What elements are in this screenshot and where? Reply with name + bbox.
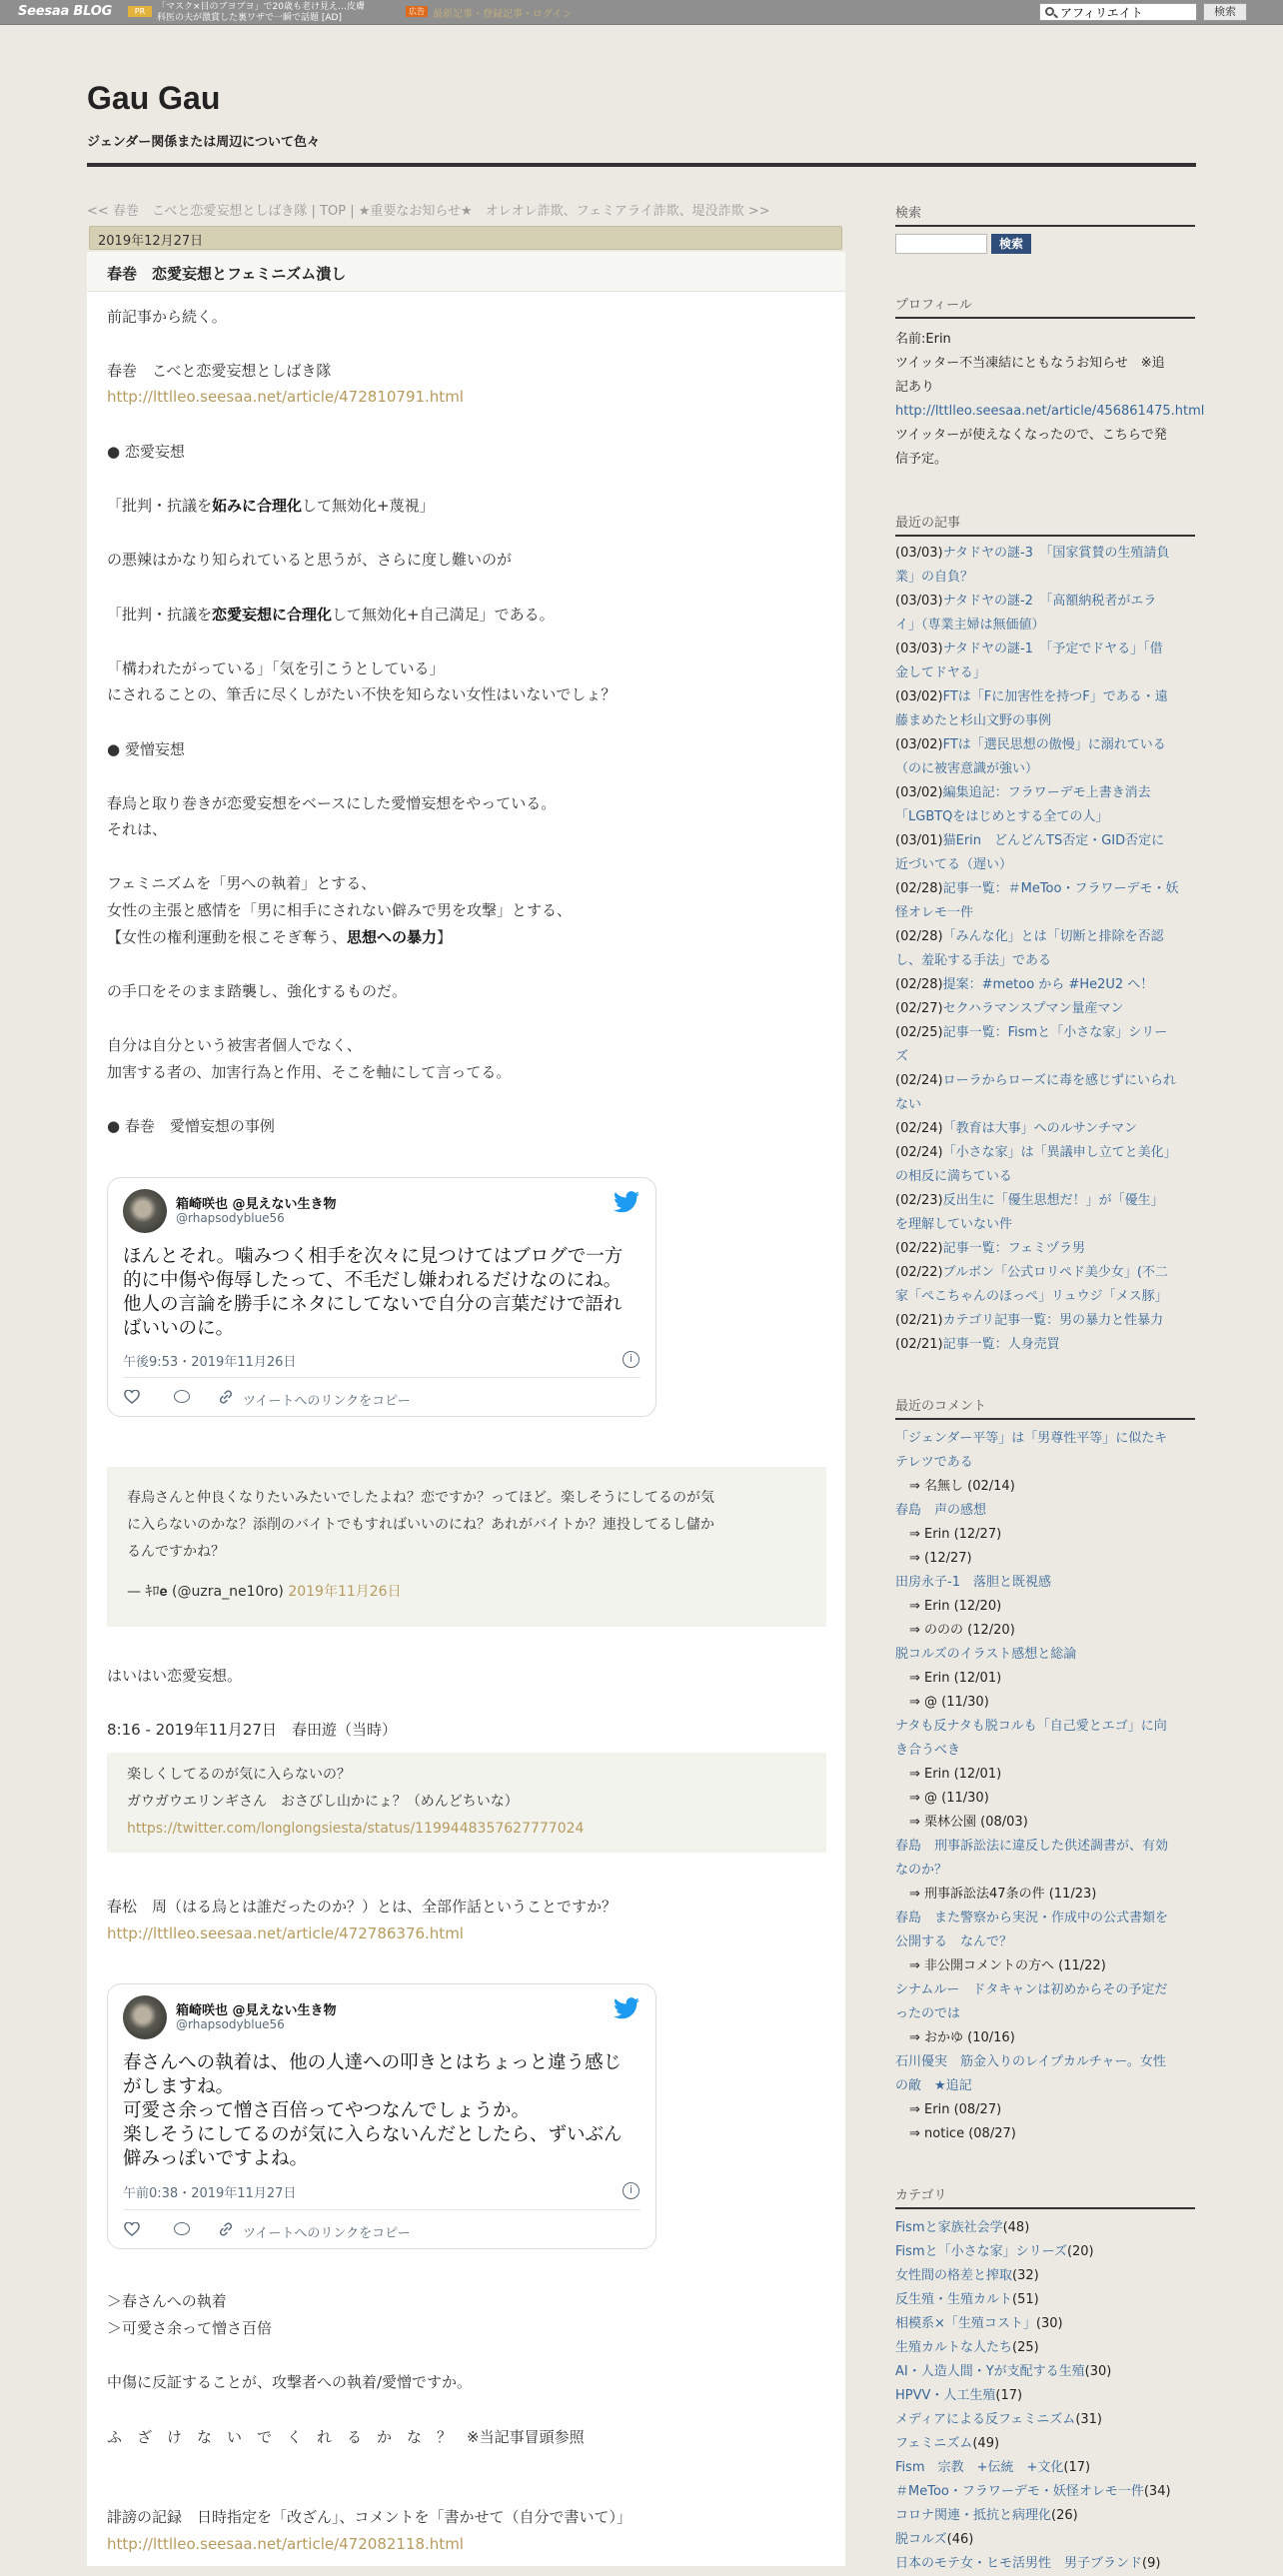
- recent-post-item[interactable]: [895, 1237, 1195, 1261]
- article-link[interactable]: http://lttlleo.seesaa.net/article/472786376.html: [107, 1925, 464, 1942]
- tweet-line: 的に中傷や侮辱したって、不毛だし嫌われるだけなのにね。: [123, 1270, 623, 1291]
- profile-name: 名前:Erin: [895, 332, 951, 347]
- category-link[interactable]: 反生殖・生殖カルト: [895, 2292, 1013, 2307]
- category-item[interactable]: [895, 2456, 1195, 2480]
- comment-author[interactable]: ⇒ Erin (12/27): [909, 1527, 1002, 1542]
- recent-post-date: (02/24): [895, 1073, 943, 1088]
- text: して無効化+自己満足」である。: [332, 606, 555, 624]
- recent-post-item[interactable]: [895, 925, 1195, 973]
- category-item[interactable]: [895, 2408, 1195, 2432]
- comment-item: [895, 1427, 1195, 1499]
- bold-text: 恋愛妄想に合理化: [212, 606, 333, 624]
- category-count: (49): [972, 2436, 1000, 2451]
- recent-post-link[interactable]: 業」の自負？: [895, 570, 974, 585]
- recent-post-item[interactable]: [895, 1021, 1195, 1069]
- comment-author[interactable]: ⇒ おかゆ (10/16): [909, 2030, 1015, 2045]
- category-item[interactable]: [895, 2288, 1195, 2312]
- recent-post-date: (03/01): [895, 833, 943, 848]
- sidebar-search-heading: 検索: [895, 202, 1195, 227]
- comment-author[interactable]: ⇒ Erin (12/01): [909, 1671, 1002, 1686]
- category-count: (30): [1084, 2364, 1112, 2379]
- comment-item: [895, 1907, 1195, 1978]
- category-link[interactable]: 日本のモテ女・ヒモ活男性 男子ブランド: [895, 2556, 1143, 2571]
- section-heading: ● 愛憎妄想: [107, 740, 185, 758]
- search-input[interactable]: [1039, 3, 1197, 21]
- embedded-tweet[interactable]: [107, 1177, 656, 1417]
- recent-post-link[interactable]: 記事一覧：フェミヅラ男: [942, 1241, 1085, 1256]
- paragraph: [107, 388, 464, 407]
- comment-item: [895, 1619, 1195, 1643]
- recent-post-date: (02/22): [895, 1241, 943, 1256]
- paragraph: 中傷に反証することが、攻撃者への執着/愛憎ですか。: [107, 2373, 473, 2391]
- prev-post-link[interactable]: << 春巻 こべと恋愛妄想としばき隊: [87, 204, 308, 219]
- info-icon[interactable]: i: [623, 1351, 640, 1368]
- recent-post-item[interactable]: [895, 1069, 1195, 1117]
- quote-line: 春烏さんと仲良くなりたいみたいでしたよね？恋ですか？ってほど。楽しそうにしてるのが気: [127, 1490, 714, 1506]
- comment-author[interactable]: ⇒ @ (11/30): [909, 1791, 989, 1806]
- category-link[interactable]: コロナ関連・抵抗と病理化: [895, 2508, 1052, 2523]
- recent-post-item[interactable]: [895, 1189, 1195, 1237]
- category-count: (51): [1012, 2292, 1039, 2307]
- bold-text: 妬みに合理化: [212, 497, 303, 515]
- recent-post-date: (02/23): [895, 1193, 943, 1208]
- recent-post-link[interactable]: 「LGBTQをはじめとする全ての人」: [895, 809, 1109, 824]
- category-count: (25): [1012, 2340, 1039, 2355]
- profile-text: ツイッターが使えなくなったので、こちらで発: [895, 428, 1167, 443]
- topbar-links[interactable]: 最新記事・登録記事・ログイン: [433, 9, 573, 20]
- profile-text: 記あり: [895, 380, 935, 395]
- recent-post-link[interactable]: 提案：#metoo から #He2U2 へ！: [942, 977, 1154, 992]
- recent-post-link[interactable]: 「みんな化」とは「切断と排除を否認: [942, 929, 1164, 944]
- comment-item: [895, 1571, 1195, 1619]
- recent-post-item[interactable]: [895, 1141, 1195, 1189]
- category-item[interactable]: [895, 2528, 1195, 2552]
- category-link[interactable]: フェミニズム: [895, 2436, 973, 2451]
- category-item[interactable]: [895, 2360, 1195, 2384]
- paragraph: ＞可愛さ余って憎さ百倍: [107, 2319, 273, 2337]
- recent-post-date: (02/28): [895, 881, 943, 896]
- recent-post-date: (03/02): [895, 785, 943, 800]
- category-count: (20): [1066, 2244, 1094, 2259]
- category-item[interactable]: [895, 2216, 1195, 2240]
- text: 】: [437, 928, 453, 946]
- section-heading: ● 恋愛妄想: [107, 443, 185, 461]
- paragraph: 「構われたがっている」「気を引こうとしている」: [107, 659, 445, 677]
- recent-post-link[interactable]: FTは「Fに加害性を持つF」である・遠: [942, 689, 1168, 704]
- recent-post-link[interactable]: 記事一覧：Fismと「小さな家」シリー: [942, 1025, 1168, 1040]
- recent-post-link[interactable]: イ」（専業主婦は無価値）: [895, 618, 1045, 633]
- recent-post-item[interactable]: [895, 1117, 1195, 1141]
- recent-post-link[interactable]: 金してドヤる」: [895, 665, 986, 680]
- info-icon[interactable]: i: [623, 2182, 640, 2199]
- paragraph: の悪辣はかなり知られていると思うが、さらに度し難いのが: [107, 551, 513, 569]
- recent-post-date: (02/21): [895, 1313, 943, 1328]
- recent-comments-list: [895, 1427, 1195, 2146]
- paragraph: ＞春さんへの執着: [107, 2292, 227, 2310]
- recent-post-item[interactable]: [895, 542, 1195, 590]
- attribution-date-link[interactable]: 2019年11月26日: [288, 1584, 402, 1600]
- tweet-text: [123, 2051, 647, 2171]
- comment-item: [895, 1643, 1195, 1691]
- comment-item: [895, 2122, 1195, 2146]
- recent-post-item[interactable]: [895, 1309, 1195, 1333]
- category-item[interactable]: [895, 2480, 1195, 2504]
- comment-item: [895, 1499, 1195, 1547]
- search-button[interactable]: 検索: [1203, 3, 1247, 21]
- recent-post-link[interactable]: ない: [895, 1097, 922, 1112]
- copy-link-button[interactable]: ツイートへのリンクをコピー: [243, 2226, 411, 2241]
- post-date: 2019年12月27日: [89, 226, 842, 250]
- recent-post-link[interactable]: FTは「選民思想の傲慢」に溺れている: [942, 737, 1166, 752]
- paragraph: それは、: [107, 820, 168, 838]
- recent-post-date: (02/21): [895, 1337, 943, 1352]
- category-item[interactable]: [895, 2336, 1195, 2360]
- tweet-line: 他人の言論を勝手にネタにしてないで自分の言葉だけで語れ: [123, 1294, 623, 1315]
- paragraph: [107, 2535, 464, 2554]
- comment-item: [895, 1978, 1195, 2050]
- quote-line: ガウガウエリンギさん おさびし山かにょ？（めんどちいな）: [127, 1794, 519, 1810]
- link-icon[interactable]: [218, 2221, 234, 2237]
- profile-text: [895, 400, 1204, 424]
- profile-heading: プロフィール: [895, 294, 1195, 319]
- paragraph: はいはい恋愛妄想。: [107, 1667, 243, 1685]
- ad-text-line-2[interactable]: 科医の夫が激賞した裏ワザで一瞬で話題 [AD]: [157, 13, 342, 23]
- copy-link-button[interactable]: ツイートへのリンクをコピー: [243, 1394, 411, 1409]
- recent-post-date: (03/03): [895, 546, 943, 561]
- recent-post-item[interactable]: [895, 973, 1195, 997]
- recent-post-date: (02/27): [895, 1001, 943, 1016]
- comment-post-link[interactable]: 田房永子-1 落胆と既視感: [895, 1575, 1051, 1590]
- comment-author[interactable]: ⇒ 栗林公園 (08/03): [909, 1815, 1028, 1830]
- comment-post-link[interactable]: 脱コルズのイラスト感想と総論: [895, 1647, 1077, 1662]
- comment-author[interactable]: ⇒ Erin (12/01): [909, 1767, 1002, 1782]
- recent-post-link[interactable]: ブルボン「公式ロリペド美少女」(不二: [942, 1265, 1168, 1280]
- quote-line: 楽しくしてるのが気に入らないの？: [127, 1767, 351, 1783]
- category-item[interactable]: [895, 2240, 1195, 2264]
- comment-item: [895, 1835, 1195, 1907]
- recent-post-link[interactable]: を理解していない件: [895, 1217, 1013, 1232]
- category-link[interactable]: 脱コルズ: [895, 2532, 947, 2547]
- avatar[interactable]: [123, 1189, 167, 1233]
- seesaa-logo[interactable]: Seesaa BLOG: [18, 4, 113, 19]
- recent-post-date: (03/02): [895, 737, 943, 752]
- paragraph: 前記事から続く。: [107, 308, 227, 326]
- category-link[interactable]: Fismと「小さな家」シリーズ: [895, 2244, 1067, 2259]
- recent-post-item[interactable]: [895, 1261, 1195, 1309]
- comment-item: [895, 1787, 1195, 1811]
- profile-link[interactable]: http://lttlleo.seesaa.net/article/456861475.html: [895, 404, 1205, 419]
- recent-post-date: (02/22): [895, 1265, 943, 1280]
- recent-post-link[interactable]: カテゴリ記事一覧：男の暴力と性暴力: [942, 1313, 1164, 1328]
- sidebar-search-input[interactable]: [895, 234, 987, 254]
- paragraph: フェミニズムを「男への執着」とする、: [107, 874, 377, 892]
- recent-post-link[interactable]: 「教育は大事」へのルサンチマン: [942, 1121, 1137, 1136]
- category-link[interactable]: Fism 宗教 +伝統 +文化: [895, 2460, 1064, 2475]
- category-count: (17): [1063, 2460, 1091, 2475]
- tweet-author-name[interactable]: 箱崎咲也 @見えない生き物: [176, 2003, 337, 2018]
- reply-icon[interactable]: [174, 2222, 190, 2235]
- category-item[interactable]: [895, 2504, 1195, 2528]
- tweet-line: ほんとそれ。噛みつく相手を次々に見つけてはブログで一方: [123, 1246, 624, 1267]
- blog-description: ジェンダー関係または周辺について色々: [87, 135, 320, 150]
- recent-post-link[interactable]: ナタドヤの謎-2 「高額納税者がエラ: [942, 594, 1157, 609]
- recent-post-item[interactable]: [895, 781, 1195, 829]
- category-count: (31): [1075, 2412, 1102, 2427]
- category-item[interactable]: [895, 2312, 1195, 2336]
- recent-post-date: (02/28): [895, 977, 943, 992]
- category-link[interactable]: HPVV・人工生殖: [895, 2388, 996, 2403]
- category-item[interactable]: [895, 2552, 1195, 2576]
- recent-post-link[interactable]: 記事一覧：人身売買: [942, 1337, 1060, 1352]
- comment-author[interactable]: ⇒ 刑事訴訟法47条の件 (11/23): [909, 1887, 1097, 1902]
- category-link[interactable]: メディアによる反フェミニズム: [895, 2412, 1076, 2427]
- recent-post-link[interactable]: 反出生に「優生思想だ！」が「優生」: [942, 1193, 1164, 1208]
- recent-posts-list: [895, 542, 1195, 1357]
- ad-badge-2: 広告: [406, 6, 428, 17]
- tweet-timestamp[interactable]: 午前0:38・2019年11月27日: [123, 2186, 297, 2201]
- paragraph: [107, 606, 555, 625]
- twitter-bird-icon[interactable]: [614, 1997, 640, 2019]
- recent-post-link[interactable]: （のに被害意識が強い）: [895, 761, 1039, 776]
- ad-text[interactable]: [157, 2, 397, 24]
- section-heading: ● 春巻 愛憎妄想の事例: [107, 1117, 275, 1135]
- comment-post-link[interactable]: の敵 ★追記: [895, 2078, 972, 2093]
- recent-post-link[interactable]: 近づいてる（遅い）: [895, 857, 1013, 872]
- text: 【女性の権利運動を根こそぎ奪う、: [107, 928, 348, 946]
- recent-post-date: (03/03): [895, 594, 943, 609]
- comment-item: [895, 1715, 1195, 1787]
- comment-item: [895, 1811, 1195, 1835]
- recent-post-item[interactable]: [895, 733, 1195, 781]
- category-link[interactable]: 女性間の格差と搾取: [895, 2268, 1013, 2283]
- paragraph: [107, 497, 435, 516]
- profile-text: 信予定。: [895, 452, 948, 467]
- like-heart-icon[interactable]: [124, 2222, 140, 2236]
- recent-post-link[interactable]: 猫Erin どんどんTS否定・GID否定に: [942, 833, 1165, 848]
- tweet-line: がしますね。: [123, 2076, 235, 2097]
- article-link[interactable]: http://lttlleo.seesaa.net/article/472082118.html: [107, 2535, 464, 2553]
- category-count: (32): [1012, 2268, 1039, 2283]
- comment-author[interactable]: ⇒ ののの (12/20): [909, 1623, 1015, 1638]
- tweet-timestamp[interactable]: 午後9:53・2019年11月26日: [123, 1355, 297, 1370]
- quote-line: るんですかね？: [127, 1544, 225, 1560]
- recent-post-date: (02/25): [895, 1025, 943, 1040]
- category-link[interactable]: Fismと家族社会学: [895, 2220, 1003, 2235]
- category-item[interactable]: [895, 2384, 1195, 2408]
- comment-post-link[interactable]: 公開する なんで？: [895, 1934, 1013, 1949]
- comment-post-link[interactable]: 「ジェンダー平等」は「男尊性平等」に似たキ: [895, 1431, 1168, 1446]
- tweet-line: 可愛さ余って憎さ百倍ってやつなんでしょうか。: [123, 2100, 531, 2121]
- blockquote: [107, 1753, 826, 1853]
- category-link[interactable]: AI・人造人間・Yが支配する生殖: [895, 2364, 1085, 2379]
- category-count: (30): [1035, 2316, 1063, 2331]
- blog-title[interactable]: Gau Gau: [87, 80, 221, 116]
- recent-post-link[interactable]: セクハラマンスプマン量産マン: [942, 1001, 1124, 1016]
- attribution-author: — ｷﾛ𝐞 (@uzra_ne10ro): [127, 1584, 289, 1600]
- recent-post-link[interactable]: 家「ぺこちゃんのほっぺ」リュウジ「メス豚」: [895, 1289, 1168, 1304]
- reply-icon[interactable]: [174, 1390, 190, 1403]
- nav-separator: |: [307, 204, 321, 219]
- comment-post-link[interactable]: き合うべき: [895, 1743, 961, 1758]
- comment-post-link[interactable]: ナタも反ナタも脱コルも「自己愛とエゴ」に向: [895, 1719, 1167, 1734]
- tweet-link[interactable]: https://twitter.com/longlongsiesta/status/1199448357627777024: [127, 1821, 585, 1837]
- tweet-author-handle[interactable]: @rhapsodyblue56: [176, 2017, 285, 2031]
- article-link[interactable]: http://lttlleo.seesaa.net/article/472810791.html: [107, 388, 464, 406]
- recent-post-link[interactable]: 藤まめたと杉山文野の事例: [895, 713, 1052, 728]
- recent-post-link[interactable]: し、羞恥する手法」である: [895, 953, 1052, 968]
- tweet-line: ばいいのに。: [123, 1318, 235, 1339]
- category-link[interactable]: ＃MeToo・フラワーデモ・妖怪オレモ一件: [895, 2484, 1144, 2499]
- category-link[interactable]: 生殖カルトな人たち: [895, 2340, 1013, 2355]
- paragraph: 8:16 - 2019年11月27日 春田遊（当時）: [107, 1721, 397, 1739]
- comment-author[interactable]: ⇒ 非公開コメントの方へ (11/22): [909, 1958, 1106, 1973]
- comment-author[interactable]: ⇒ Erin (12/20): [909, 1599, 1002, 1614]
- comment-item: [895, 2050, 1195, 2122]
- recent-post-item[interactable]: [895, 829, 1195, 877]
- avatar[interactable]: [123, 1995, 167, 2039]
- tweet-text: [123, 1245, 647, 1341]
- tweet-divider: [123, 1377, 641, 1378]
- paragraph: の手口をそのまま踏襲し、強化するものだ。: [107, 982, 408, 1000]
- recent-post-item[interactable]: [895, 685, 1195, 733]
- comment-post-link[interactable]: 春島 刑事訴訟法に違反した供述調書が、有効: [895, 1839, 1169, 1854]
- post-body: [87, 252, 845, 2566]
- recent-post-item[interactable]: [895, 997, 1195, 1021]
- header-divider: [87, 163, 1196, 167]
- recent-post-date: (02/24): [895, 1145, 943, 1160]
- recent-post-item[interactable]: [895, 1333, 1195, 1357]
- like-heart-icon[interactable]: [124, 1390, 140, 1404]
- recent-post-date: (02/28): [895, 929, 943, 944]
- paragraph: にされることの、筆舌に尽くしがたい不快を知らない女性はいないでしょ？: [107, 685, 617, 703]
- comment-post-link[interactable]: シナムルー ドタキャンは初めからその予定だ: [895, 1982, 1168, 1997]
- recent-post-item[interactable]: [895, 638, 1195, 685]
- comment-author[interactable]: ⇒ notice (08/27): [909, 2126, 1016, 2141]
- paragraph: 加害する者の、加害行為と作用、そこを軸にして言ってる。: [107, 1063, 512, 1081]
- nav-separator: |: [346, 204, 359, 219]
- post-navigation: [87, 200, 770, 219]
- comment-post-link[interactable]: なのか？: [895, 1863, 948, 1878]
- comment-item: [895, 1547, 1195, 1571]
- paragraph: 春烏と取り巻きが恋愛妄想をベースにした愛憎妄想をやっている。: [107, 794, 557, 812]
- paragraph: 女性の主張と感情を「男に相手にされない僻みで男を攻撃」とする、: [107, 901, 573, 919]
- link-icon[interactable]: [218, 1389, 234, 1405]
- tweet-divider: [123, 2209, 641, 2210]
- category-count: (17): [995, 2388, 1023, 2403]
- comment-post-link[interactable]: ったのでは: [895, 2006, 961, 2021]
- comment-post-link[interactable]: テレツである: [895, 1455, 973, 1470]
- category-count: (46): [946, 2532, 974, 2547]
- category-count: (9): [1142, 2556, 1161, 2571]
- recent-post-item[interactable]: [895, 877, 1195, 925]
- recent-post-date: (03/02): [895, 689, 943, 704]
- tweet-author-name[interactable]: 箱崎咲也 @見えない生き物: [176, 1197, 337, 1212]
- recent-post-link[interactable]: の相反に満ちている: [895, 1169, 1012, 1184]
- text: 「批判・抗議を: [107, 606, 213, 624]
- comment-item: [895, 1691, 1195, 1715]
- quote-attribution: [127, 1579, 402, 1606]
- recent-posts-heading: 最近の記事: [895, 512, 1195, 537]
- comment-post-link[interactable]: 春島 声の感想: [895, 1503, 987, 1518]
- top-link[interactable]: TOP: [320, 204, 347, 219]
- recent-post-link[interactable]: ズ: [895, 1049, 909, 1064]
- comment-author[interactable]: ⇒ 名無し (02/14): [909, 1479, 1015, 1494]
- blockquote: [107, 1467, 826, 1627]
- comment-author[interactable]: ⇒ (12/27): [909, 1551, 972, 1566]
- next-post-link[interactable]: ★重要なお知らせ★ オレオレ詐欺、フェミアライ詐欺、堤没詐欺 >>: [358, 204, 770, 219]
- ad-badge: PR: [128, 6, 152, 17]
- comment-post-link[interactable]: 石川優実 筋金入りのレイプカルチャー。女性: [895, 2054, 1166, 2069]
- paragraph: ふ ざ け な い で く れ る か な ？ ※当記事冒頭参照: [107, 2428, 585, 2446]
- quote-line: [127, 1816, 584, 1843]
- bold-text: 思想への暴力: [347, 928, 438, 946]
- tweet-line: 僻みっぽいですよね。: [123, 2148, 309, 2169]
- comment-author[interactable]: ⇒ @ (11/30): [909, 1695, 989, 1710]
- tweet-author-handle[interactable]: @rhapsodyblue56: [176, 1211, 285, 1225]
- text: して無効化+蔑視」: [302, 497, 435, 515]
- quote-line: に入らないのかな？添削のバイトでもすればいいのにね？あれがバイトか？連投してるし儲か: [127, 1517, 714, 1533]
- recent-post-link[interactable]: 怪オレモ一件: [895, 905, 974, 920]
- tweet-line: 春さんへの執着は、他の人達への叩きとはちょっと違う感じ: [123, 2052, 623, 2073]
- recent-post-date: (02/24): [895, 1121, 943, 1136]
- top-bar: [0, 0, 1283, 25]
- recent-post-link[interactable]: ナタドヤの謎-3 「国家賞賛の生殖請負: [942, 546, 1170, 561]
- sidebar-search-button[interactable]: 検索: [991, 234, 1031, 254]
- text: 「批判・抗議を: [107, 497, 213, 515]
- category-item[interactable]: [895, 2432, 1195, 2456]
- tweet-line: 楽しそうにしてるのが気に入らないんだとしたら、ずいぶん: [123, 2124, 623, 2145]
- search-icon: [1045, 7, 1054, 16]
- comment-author[interactable]: ⇒ Erin (08/27): [909, 2102, 1002, 2117]
- recent-post-date: (03/03): [895, 642, 943, 656]
- recent-post-link[interactable]: 編集追記：フラワーデモ上書き消去: [942, 785, 1151, 800]
- comment-post-link[interactable]: 春島 また警察から実況・作成中の公式書類を: [895, 1911, 1169, 1926]
- category-heading: カテゴリ: [895, 2184, 1195, 2209]
- recent-post-link[interactable]: 記事一覧：＃MeToo・フラワーデモ・妖: [942, 881, 1179, 896]
- recent-post-link[interactable]: ローラからローズに毒を感じずにいられ: [942, 1073, 1176, 1088]
- paragraph: 春巻 こべと恋愛妄想としばき隊: [107, 362, 332, 380]
- category-count: (34): [1143, 2484, 1171, 2499]
- category-link[interactable]: 相模系×「生殖コスト」: [895, 2316, 1036, 2331]
- recent-comments-heading: 最近のコメント: [895, 1395, 1195, 1420]
- category-count: (48): [1002, 2220, 1030, 2235]
- profile-text: ツイッター不当凍結にともなうお知らせ ※追: [895, 356, 1165, 371]
- embedded-tweet[interactable]: [107, 1983, 656, 2249]
- paragraph: [107, 1925, 464, 1943]
- category-item[interactable]: [895, 2264, 1195, 2288]
- category-count: (26): [1051, 2508, 1078, 2523]
- twitter-bird-icon[interactable]: [614, 1191, 640, 1213]
- ad-text-line-1[interactable]: 「マスク×目のブヨブヨ」で20歳も老け見え…皮膚: [157, 2, 365, 12]
- post-title[interactable]: 春巻 恋愛妄想とフェミニズム潰し: [87, 252, 845, 292]
- recent-post-link[interactable]: 「小さな家」は「異議申し立てと美化」: [942, 1145, 1177, 1160]
- category-list: [895, 2216, 1195, 2576]
- recent-post-link[interactable]: ナタドヤの謎-1 「予定でドヤる」「借: [942, 642, 1163, 656]
- paragraph: 春松 周（はる烏とは誰だったのか？）とは、全部作話ということですか？: [107, 1898, 618, 1916]
- paragraph: [107, 928, 452, 947]
- recent-post-item[interactable]: [895, 590, 1195, 638]
- paragraph: 誹謗の記録 日時指定を「改ざん」、コメントを「書かせて（自分で書いて）」: [107, 2508, 633, 2526]
- paragraph: 自分は自分という被害者個人でなく、: [107, 1036, 362, 1054]
